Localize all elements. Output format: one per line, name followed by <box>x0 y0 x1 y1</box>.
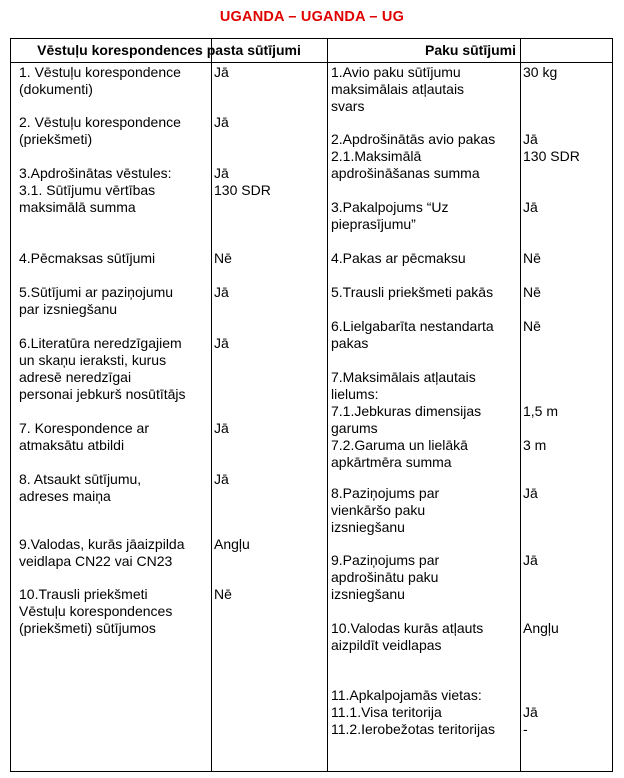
left-row-value: Jā <box>214 420 229 436</box>
left-row-label: 9.Valodas, kurās jāaizpilda veidlapa CN22 vai CN23 <box>19 536 185 569</box>
right-row-label: 1.Avio paku sūtījumu maksimālais atļautais svars <box>331 64 465 114</box>
right-row-value: Angļu <box>523 620 559 636</box>
right-row-value: Jā <box>523 199 538 215</box>
left-row-value: Jā <box>214 64 229 80</box>
right-row-label: 2.Apdrošinātās avio pakas 2.1.Maksimālā apdrošināšanas summa <box>331 131 496 181</box>
left-row-label: 1. Vēstuļu korespondence (dokumenti) <box>19 64 181 97</box>
left-row-value: Jā 130 SDR <box>214 165 271 198</box>
left-row-label: 3.Apdrošinātas vēstules: 3.1. Sūtījumu vērtības maksimālā summa <box>19 165 172 215</box>
right-row-value: Jā 130 SDR <box>523 131 580 164</box>
right-row-value: Jā <box>523 552 538 568</box>
right-row-value: Jā <box>523 485 538 501</box>
column-divider <box>211 39 212 771</box>
right-row-label: 9.Paziņojums par apdrošinātu paku izsniegšanu <box>331 552 440 602</box>
left-row-value: Jā <box>214 335 229 351</box>
right-row-value: Nē <box>523 250 541 266</box>
left-row-value: Nē <box>214 250 232 266</box>
right-row-label: 11.Apkalpojamās vietas: 11.1.Visa teritorija 11.2.Ierobežotas teritorijas <box>331 687 495 737</box>
right-row-label: 5.Trausli priekšmeti pakās <box>331 284 494 300</box>
right-row-value: 30 kg <box>523 64 558 80</box>
right-row-label: 8.Paziņojums par vienkāršo paku izsniegšanu <box>331 485 440 535</box>
header-letter-services: Vēstuļu korespondences pasta sūtījumi <box>37 42 301 58</box>
page-title: UGANDA – UGANDA – UG <box>219 9 405 25</box>
left-row-value: Jā <box>214 471 229 487</box>
right-row-value: Nē <box>523 284 541 300</box>
right-row-value: Nē <box>523 318 541 334</box>
left-row-value: Jā <box>214 114 229 130</box>
services-table <box>10 38 613 772</box>
left-row-label: 4.Pēcmaksas sūtījumi <box>19 250 156 266</box>
left-row-value: Angļu <box>214 536 250 552</box>
header-divider <box>11 62 612 63</box>
column-divider <box>327 39 328 771</box>
right-row-value: Jā - <box>523 704 538 737</box>
left-row-label: 6.Literatūra neredzīgajiem un skaņu ieraksti, kurus adresē neredzīgai personai jebkurš nosūtītājs <box>19 335 186 402</box>
right-row-label: 4.Pakas ar pēcmaksu <box>331 250 466 266</box>
right-row-label: 6.Lielgabarīta nestandarta pakas <box>331 318 494 351</box>
right-row-label: 3.Pakalpojums “Uz pieprasījumu” <box>331 199 449 232</box>
left-row-label: 7. Korespondence ar atmaksātu atbildi <box>19 420 149 453</box>
left-row-value: Nē <box>214 586 232 602</box>
right-row-label: 7.Maksimālais atļautais lielums: 7.1.Jebkuras dimensijas garums 7.2.Garuma un lielākā apkārtmēra summa <box>331 369 482 470</box>
left-row-label: 5.Sūtījumi ar paziņojumu par izsniegšanu <box>19 284 174 317</box>
right-row-value: 1,5 m 3 m <box>523 403 559 453</box>
left-row-label: 10.Trausli priekšmeti Vēstuļu korespondences (priekšmeti) sūtījumos <box>19 586 173 636</box>
left-row-label: 8. Atsaukt sūtījumu, adreses maiņa <box>19 471 142 504</box>
header-parcel-services: Paku sūtījumi <box>424 42 517 58</box>
left-row-value: Jā <box>214 284 229 300</box>
right-row-label: 10.Valodas kurās atļauts aizpildīt veidlapas <box>331 620 484 653</box>
left-row-label: 2. Vēstuļu korespondence (priekšmeti) <box>19 114 181 147</box>
column-divider <box>520 39 521 771</box>
